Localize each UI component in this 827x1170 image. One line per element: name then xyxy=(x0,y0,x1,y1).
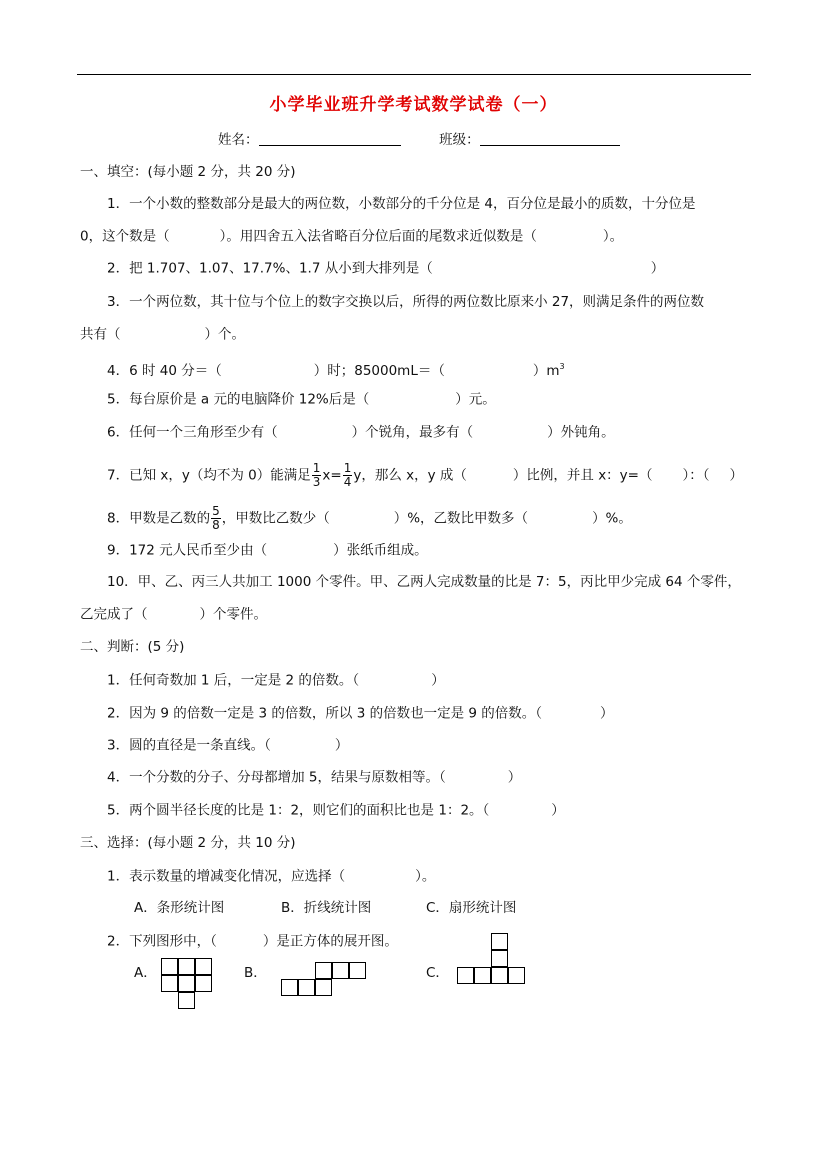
choice-q1-option-b: B．折线统计图 xyxy=(281,900,372,916)
judge-1-answer[interactable] xyxy=(359,671,431,685)
q7-text-c: ）比例，并且 x：y=（ xyxy=(512,467,653,484)
choice-q1-line xyxy=(107,867,435,886)
q10-answer[interactable] xyxy=(148,605,200,619)
q7-text-b: y，那么 x，y 成（ xyxy=(353,467,467,484)
q1-line1: 1．一个小数的整数部分是最大的两位数，小数部分的千分位是 4，百分位是最小的质数，十分位是 xyxy=(107,196,696,212)
section3-heading: 三、选择：(每小题 2 分，共 10 分) xyxy=(80,835,296,851)
q5-text-a: 5．每台原价是 a 元的电脑降价 12%后是（ xyxy=(107,391,370,408)
q4-text-b: ）时；85000mL＝（ xyxy=(313,363,445,379)
q3-text-b: ）个。 xyxy=(204,326,245,343)
name-label: 姓名： xyxy=(218,132,259,148)
q3-line2 xyxy=(80,325,245,344)
judge-item-2 xyxy=(107,704,614,723)
judge-2-text: 2．因为 9 的倍数一定是 3 的倍数，所以 3 的倍数也一定是 9 的倍数。（ xyxy=(107,705,543,722)
q5-line xyxy=(107,390,496,409)
judge-4-answer[interactable] xyxy=(446,768,508,782)
judge-3-close: ） xyxy=(334,737,349,754)
q1-text-b: ）。用四舍五入法省略百分位后面的尾数求近似数是（ xyxy=(219,228,537,245)
q7-text-a: 7．已知 x，y（均不为 0）能满足 xyxy=(107,467,311,484)
judge-2-answer[interactable] xyxy=(542,704,600,718)
q8-answer-1[interactable] xyxy=(330,509,394,523)
judge-item-1 xyxy=(107,671,445,690)
q9-line xyxy=(107,541,428,560)
judge-4-text: 4．一个分数的分子、分母都增加 5，结果与原数相等。（ xyxy=(107,769,446,786)
q10-text-b: ）个零件。 xyxy=(199,606,267,623)
name-class-row xyxy=(218,131,620,149)
q3-answer[interactable] xyxy=(121,325,205,339)
q7-answer-2[interactable] xyxy=(653,466,683,480)
q7-line xyxy=(107,462,743,489)
q6-answer-2[interactable] xyxy=(473,423,547,437)
q8-text-c: ）%，乙数比甲数多（ xyxy=(393,510,529,527)
q2-text-a: 2．把 1.707、1.07、17.7%、1.7 从小到大排列是（ xyxy=(107,260,433,277)
class-field[interactable] xyxy=(480,131,620,146)
q2-line xyxy=(107,259,664,278)
q8-text-d: ）%。 xyxy=(592,510,632,527)
q4-answer-1[interactable] xyxy=(222,362,314,376)
q4-text-c: ）m xyxy=(532,363,560,379)
choice-q1-close: ）。 xyxy=(415,868,436,885)
q6-answer-1[interactable] xyxy=(278,423,352,437)
net-b-label: B． xyxy=(244,965,267,981)
q4-superscript: 3 xyxy=(559,362,565,371)
judge-5-answer[interactable] xyxy=(489,801,551,815)
section1-heading: 一、填空：(每小题 2 分，共 20 分) xyxy=(80,164,296,180)
q7-answer-1[interactable] xyxy=(467,466,513,480)
choice-q2-close: ）是正方体的展开图。 xyxy=(262,933,398,950)
q7-text-mid: x= xyxy=(322,467,342,484)
q8-line xyxy=(107,505,632,532)
q8-text-a: 8．甲数是乙数的 xyxy=(107,510,211,527)
q6-text-a: 6．任何一个三角形至少有（ xyxy=(107,424,278,441)
q9-answer[interactable] xyxy=(267,541,333,555)
q3-line1: 3．一个两位数，其十位与个位上的数字交换以后，所得的两位数比原来小 27，则满足条件的两位数 xyxy=(107,294,705,310)
q1-text-a: 0，这个数是（ xyxy=(80,228,170,245)
choice-q1-option-a: A．条形统计图 xyxy=(134,900,225,916)
choice-q2-text: 2．下列图形中，（ xyxy=(107,933,217,950)
net-c-label: C． xyxy=(426,965,449,981)
judge-4-close: ） xyxy=(507,769,522,786)
q7-text-d: ）：（ xyxy=(682,467,710,484)
q4-line xyxy=(107,358,565,380)
name-field[interactable] xyxy=(259,131,401,146)
judge-1-text: 1．任何奇数加 1 后，一定是 2 的倍数。（ xyxy=(107,672,360,689)
q1-text-c: ）。 xyxy=(602,228,624,245)
q6-line xyxy=(107,423,615,442)
q7-fraction-2: $\frac{1}{4}$ xyxy=(343,461,352,489)
section2-heading: 二、判断：(5 分) xyxy=(80,639,185,655)
q7-text-e: ） xyxy=(729,467,743,484)
choice-q1-text: 1．表示数量的增减变化情况，应选择（ xyxy=(107,868,346,885)
net-a-label: A． xyxy=(134,965,157,981)
judge-3-answer[interactable] xyxy=(271,736,335,750)
q1-line2 xyxy=(80,227,623,246)
choice-q1-answer[interactable] xyxy=(345,867,415,881)
choice-q2-answer[interactable] xyxy=(217,932,263,946)
q4-answer-2[interactable] xyxy=(445,362,533,376)
q7-answer-3[interactable] xyxy=(710,466,730,480)
q5-answer[interactable] xyxy=(369,390,455,404)
q9-text-b: ）张纸币组成。 xyxy=(333,542,428,559)
judge-5-close: ） xyxy=(551,802,565,819)
exam-title: 小学毕业班升学考试数学试卷（一） xyxy=(269,95,558,115)
q3-text-a: 共有（ xyxy=(80,326,121,343)
q10-line1: 10．甲、乙、丙三人共加工 1000 个零件。甲、乙两人完成数量的比是 7：5，丙比甲少完成 64 个零件， xyxy=(107,574,741,590)
judge-3-text: 3．圆的直径是一条直线。（ xyxy=(107,737,271,754)
q2-answer[interactable] xyxy=(433,259,651,273)
q7-fraction-1: $\frac{1}{3}$ xyxy=(312,461,321,489)
judge-item-3 xyxy=(107,736,348,755)
judge-item-5 xyxy=(107,801,565,820)
class-label: 班级： xyxy=(439,132,480,148)
choice-q2-line xyxy=(107,932,398,951)
judge-5-text: 5．两个圆半径长度的比是 1：2，则它们的面积比也是 1：2。（ xyxy=(107,802,490,819)
q4-text-a: 4．6 时 40 分＝（ xyxy=(107,363,222,379)
q1-answer-1[interactable] xyxy=(170,227,220,241)
judge-item-4 xyxy=(107,768,521,787)
q10-line2 xyxy=(80,605,267,624)
q8-answer-2[interactable] xyxy=(528,509,592,523)
q6-text-c: ）外钝角。 xyxy=(547,424,615,441)
q5-text-b: ）元。 xyxy=(455,391,496,408)
q9-text-a: 9．172 元人民币至少由（ xyxy=(107,542,268,559)
judge-1-close: ） xyxy=(431,672,445,689)
header-rule xyxy=(77,74,751,75)
q2-text-b: ） xyxy=(650,260,665,277)
q1-answer-2[interactable] xyxy=(537,227,603,241)
q8-text-b: ，甲数比乙数少（ xyxy=(221,510,330,527)
q10-text-a: 乙完成了（ xyxy=(80,606,148,623)
judge-2-close: ） xyxy=(600,705,614,722)
choice-q1-option-c: C．扇形统计图 xyxy=(426,900,517,916)
q8-fraction: $\frac{5}{8}$ xyxy=(212,504,220,532)
q6-text-b: ）个锐角，最多有（ xyxy=(351,424,474,441)
